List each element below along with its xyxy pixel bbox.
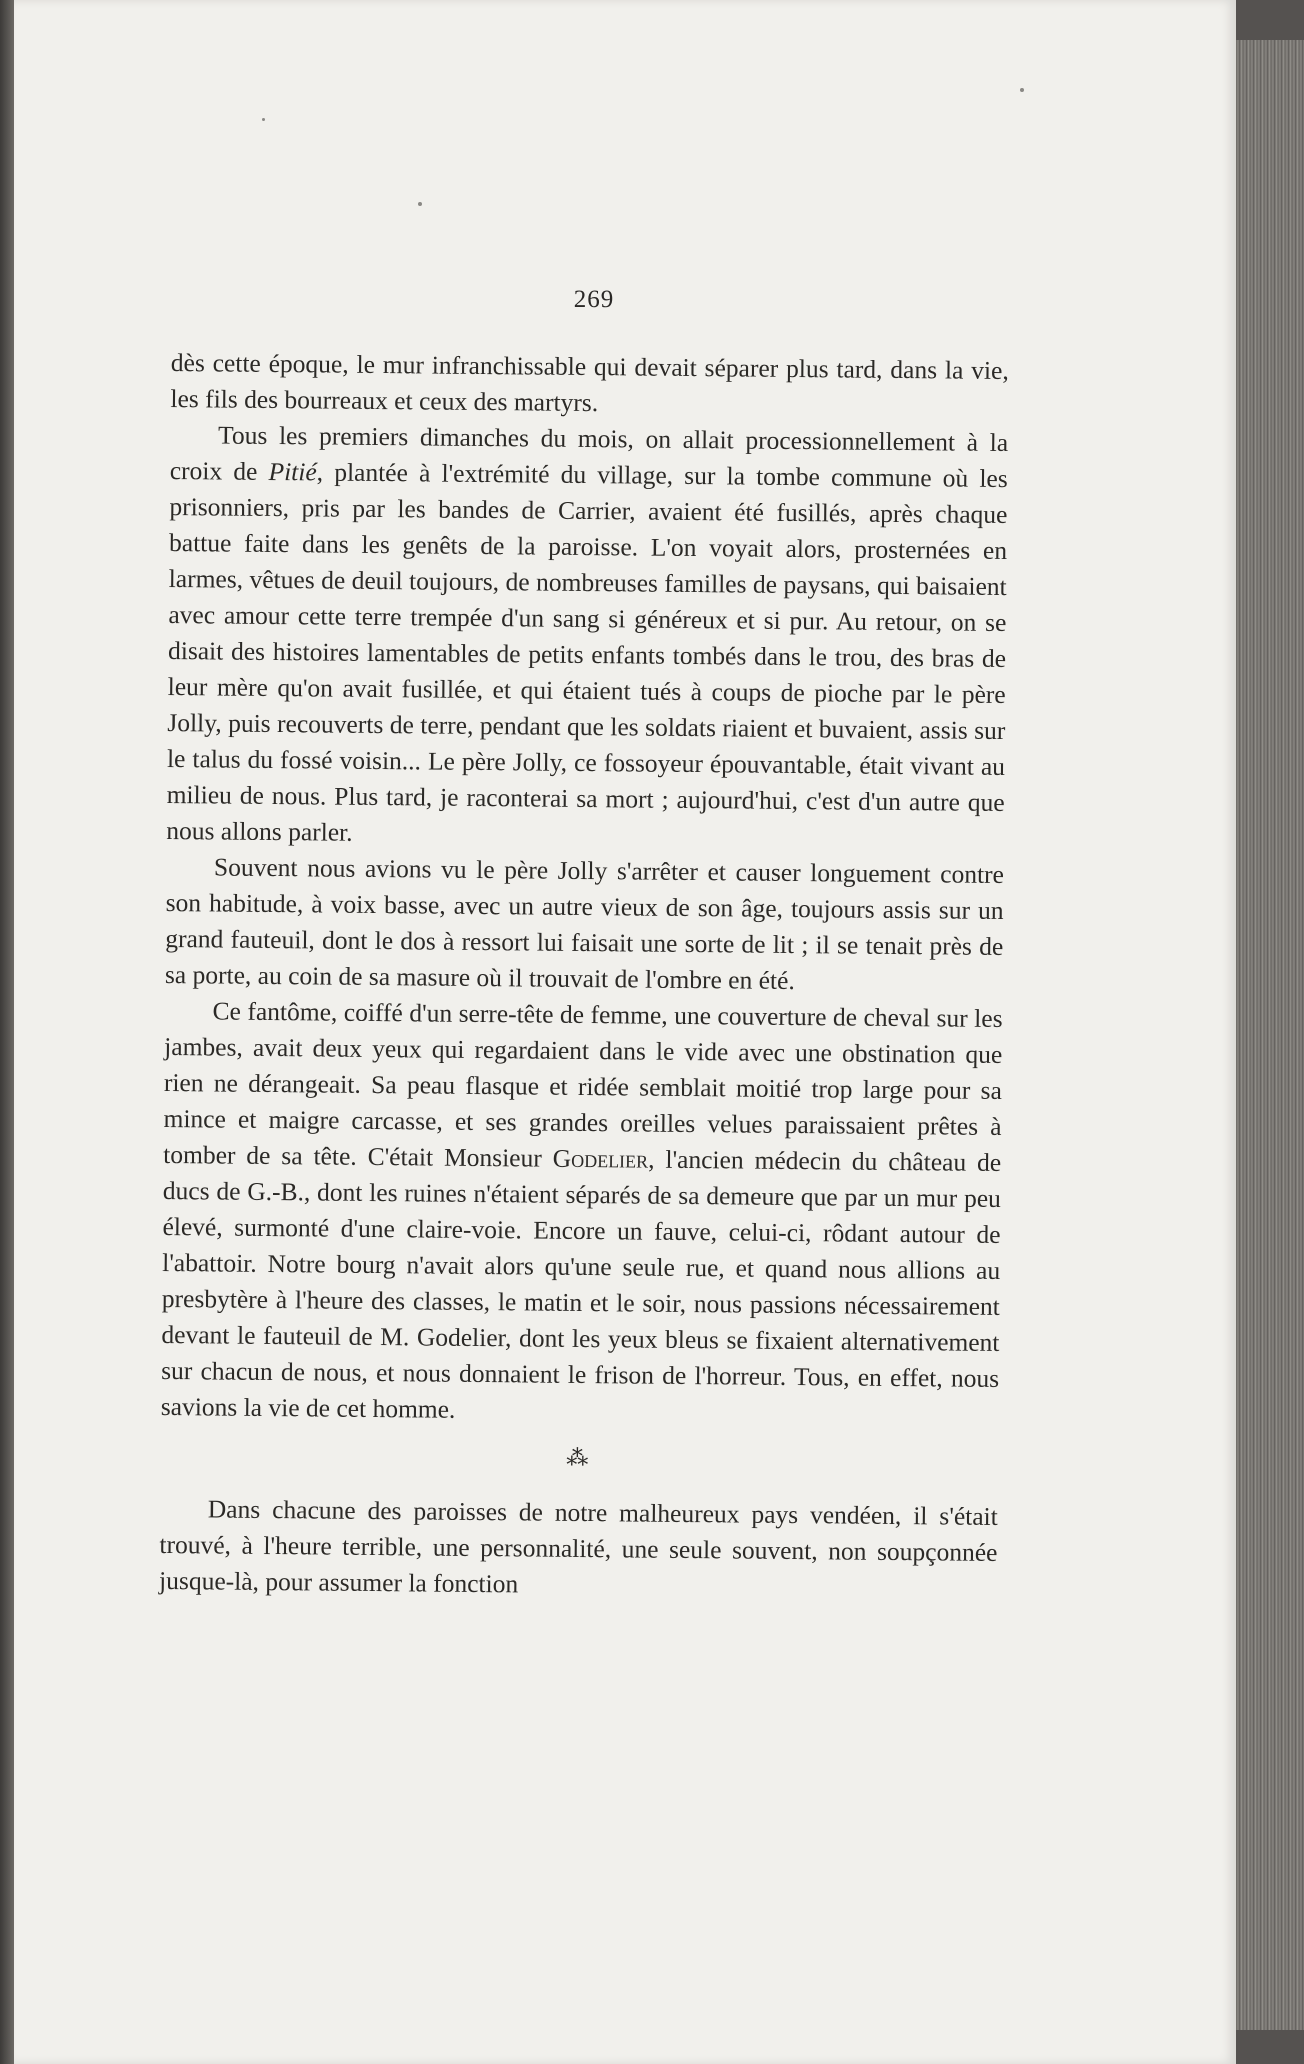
paragraph-5: Dans chacune des paroisses de notre malheureux pays vendéen, il s'était trouvé, à l'heure terrible, une personnalité, une seule souvent, non soupçonnée jusque-là, pour assumer la fonction	[159, 1494, 998, 1599]
book-page-edges	[1236, 40, 1304, 2030]
page-number: 269	[573, 286, 615, 313]
dust-speck	[1020, 88, 1024, 92]
book-page	[14, 0, 1236, 2064]
small-caps-name: Godelier	[552, 1143, 649, 1174]
dust-speck	[262, 118, 265, 121]
section-separator: ⁂	[566, 1444, 593, 1471]
left-page-gutter	[0, 0, 14, 2064]
italic-place-name: Pitié	[268, 456, 317, 487]
dust-speck	[418, 202, 422, 206]
body-text	[159, 345, 1009, 1607]
paragraph-1: dès cette époque, le mur infranchissable qui devait séparer plus tard, dans la vie, les fils des bourreaux et ceux des martyrs.	[170, 347, 1009, 418]
paragraph-3: Souvent nous avions vu le père Jolly s'arrêter et causer longuement contre son habitude, à voix basse, avec un autre vieux de son âge, toujours assis sur un grand fauteuil, dont le dos à ressort lui faisait une sorte de lit ; il se tenait près de sa porte, au coin de sa masure où il trouvait de l'ombre en été.	[164, 852, 1005, 996]
paragraph-4: Ce fantôme, coiffé d'un serre-tête de femme, une couverture de cheval sur les jambes, avait deux yeux qui regardaient dans le vide avec une obstination que rien ne dérangeait. Sa peau flasque et ridée semblait moitié trop large pour sa mince et maigre carcasse, et ses grandes oreilles velues paraissaient prêtes à tomber de sa tête. C'était Monsieur Godelier, l'ancien médecin du château de ducs de G.-B., dont les ruines n'étaient séparés de sa demeure que par un mur peu élevé, surmonté d'une claire-voie. Encore un fauve, celui-ci, rôdant autour de l'abattoir. Notre bourg n'avait alors qu'une seule rue, et quand nous allions au presbytère à l'heure des classes, le matin et le soir, nous passions nécessairement devant le fauteuil de M. Godelier, dont les yeux bleus se fixaient alternativement sur chacun de nous, et nous donnaient le frison de l'horreur. Tous, en effet, nous savions la vie de cet homme.	[160, 996, 1003, 1424]
paragraph-2: Tous les premiers dimanches du mois, on allait processionnellement à la croix de Pitié, plantée à l'extrémité du village, sur la tombe commune où les prisonniers, pris par les bandes de Carrier, avaient été fusillés, après chaque battue faite dans les genêts de la paroisse. L'on voyait alors, prosternées en larmes, vêtues de deuil toujours, de nombreuses familles de paysans, qui baisaient avec amour cette terre trempée d'un sang si généreux et si pur. Au retour, on se disait des histoires lamentables de petits enfants tombés dans le trou, des bras de leur mère qu'on avait fusillée, et qui étaient tués à coups de pioche par le père Jolly, puis recouverts de terre, pendant que les soldats riaient et buvaient, assis sur le talus du fossé voisin... Le père Jolly, ce fossoyeur épouvantable, était vivant au milieu de nous. Plus tard, je raconterai sa mort ; aujourd'hui, c'est d'un autre que nous allons parler.	[166, 420, 1009, 847]
